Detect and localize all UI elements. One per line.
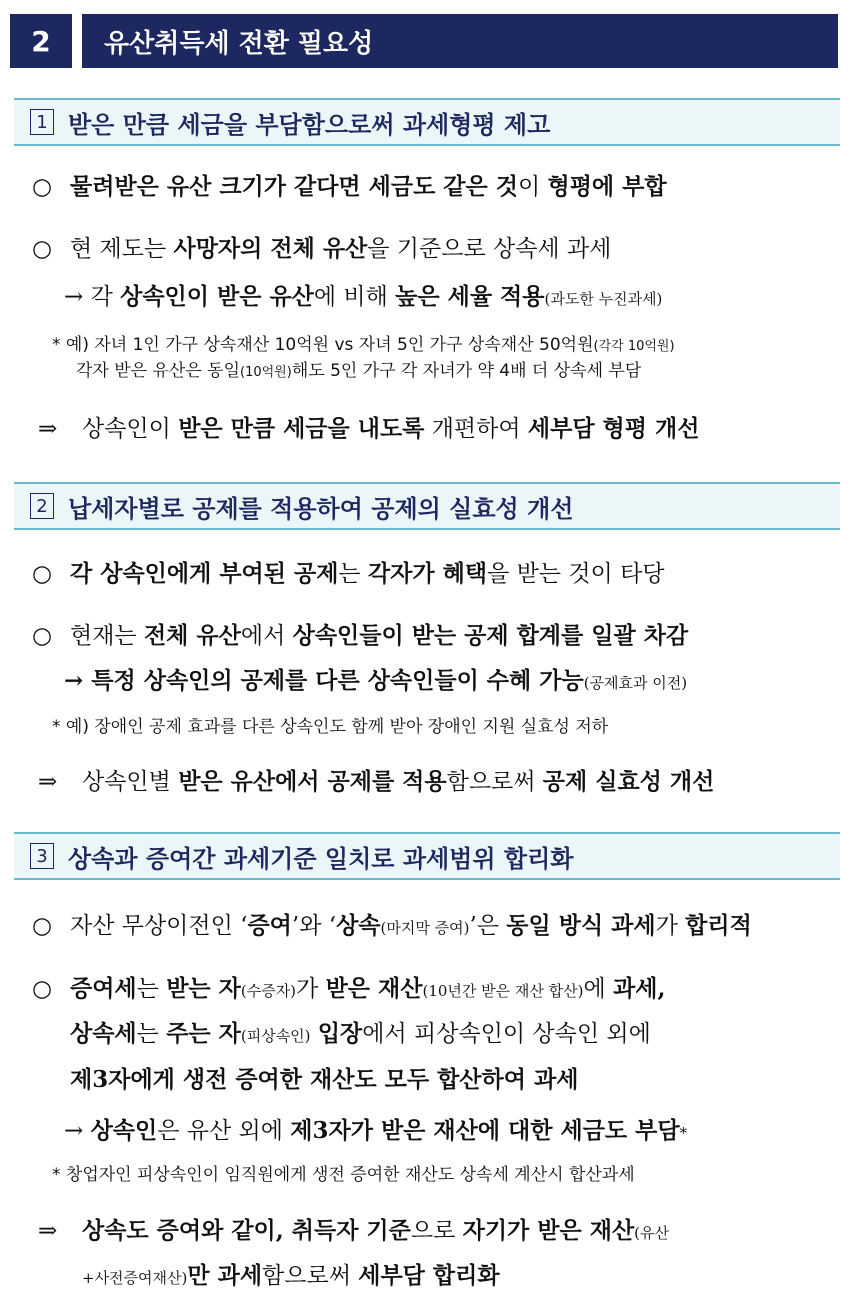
emphasis-text: 동일 방식 과세 (506, 912, 656, 939)
emphasis-text: 높은 세율 적용 (395, 283, 545, 310)
conclusion-line (38, 1212, 669, 1245)
bullet-line (82, 1257, 500, 1290)
bullet-line (32, 617, 688, 650)
body-text: → 각 (64, 284, 121, 310)
bullet-line (70, 1061, 578, 1094)
emphasis-text: 제3자가 받은 재산에 대한 세금도 부담 (290, 1117, 680, 1144)
emphasis-text: 형평에 부합 (547, 173, 667, 200)
bullet-line (64, 1112, 687, 1145)
body-text: 각자 받은 유산은 동일 (76, 361, 241, 381)
body-text: 에서 피상속인이 상속인 외에 (362, 1021, 651, 1047)
bullet-line (64, 278, 662, 311)
section-header-3 (14, 832, 840, 880)
circle-bullet-icon: ○ (32, 976, 53, 1002)
section-number: 3 (30, 843, 54, 869)
section-title: 받은 만큼 세금을 부담함으로써 과세형평 제고 (68, 110, 551, 139)
emphasis-text: 각 상속인에게 부여된 공제 (70, 560, 339, 587)
emphasis-text: 증여 (247, 912, 292, 939)
emphasis-text: 받은 유산에서 공제를 적용 (178, 768, 447, 795)
footnote (52, 330, 675, 355)
circle-bullet-icon: ○ (32, 236, 53, 262)
conclusion-line (38, 410, 699, 443)
body-text: * 예) 자녀 1인 가구 상속재산 10억원 vs 자녀 5인 가구 상속재산 50억원 (52, 335, 594, 355)
circle-bullet-icon: ○ (32, 623, 53, 649)
body-text: * 예) 장애인 공제 효과를 다른 상속인도 함께 받아 장애인 지원 실효성 저하 (52, 717, 609, 737)
implies-arrow-icon: ⇒ (38, 416, 58, 442)
body-text: 는 (136, 1021, 167, 1047)
bullet-line (32, 168, 667, 201)
footnote (76, 356, 641, 381)
body-text: 자산 무상이전인 ‘ (70, 913, 248, 939)
body-text: 현재는 (70, 623, 144, 649)
body-text: 에서 (240, 623, 293, 649)
body-text: 에 (583, 976, 614, 1002)
emphasis-text: 상속세 (70, 1020, 137, 1047)
emphasis-text: 각자가 혜택 (367, 560, 488, 587)
emphasis-text: 전체 유산 (143, 622, 241, 649)
small-note-text: (10억원) (240, 365, 292, 380)
small-note-text: (마지막 증여) (380, 919, 470, 937)
body-text: 상속인이 (82, 416, 179, 442)
emphasis-text: 공제 실효성 개선 (542, 768, 715, 795)
small-note-text: (피상속인) (240, 1027, 311, 1045)
body-text: 이 (517, 174, 548, 200)
emphasis-text: 상속 (336, 912, 381, 939)
body-text: * 창업자인 피상속인이 임직원에게 생전 증여한 재산도 상속세 계산시 합산과세 (52, 1165, 635, 1185)
body-text: 해도 5인 가구 각 자녀가 약 4배 더 상속세 부담 (291, 361, 642, 381)
small-note-text: +사전증여재산) (82, 1269, 188, 1287)
body-text: 는 (338, 561, 368, 587)
section-header-1 (14, 98, 840, 146)
footnote (52, 712, 608, 737)
conclusion-line (38, 763, 714, 796)
emphasis-text: 받은 만큼 세금을 내도록 (178, 415, 425, 442)
section-title: 상속과 증여간 과세기준 일치로 과세범위 합리화 (68, 844, 574, 873)
emphasis-text: 받은 재산 (325, 975, 423, 1002)
body-text: 을 기준으로 상속세 과세 (367, 236, 612, 262)
body-text: 현 제도는 (70, 236, 174, 262)
page-title: 유산취득세 전환 필요성 (82, 14, 838, 68)
small-note-text: * (679, 1124, 688, 1142)
emphasis-text: 상속인 (90, 1117, 158, 1144)
body-text: 함으로써 (446, 769, 543, 795)
bullet-line (32, 970, 665, 1003)
bullet-line (32, 230, 611, 263)
bullet-line (32, 555, 665, 588)
body-text: 함으로써 (262, 1263, 359, 1289)
body-text: → (64, 1118, 91, 1144)
implies-arrow-icon: ⇒ (38, 769, 58, 795)
emphasis-text: 과세, (613, 975, 666, 1002)
circle-bullet-icon: ○ (32, 561, 53, 587)
section-title: 납세자별로 공제를 적용하여 공제의 실효성 개선 (68, 494, 574, 523)
section-number-badge: 2 (10, 14, 72, 68)
body-text: 개편하여 (424, 416, 528, 442)
small-note-text: (공제효과 이전) (583, 674, 688, 692)
emphasis-text: 주는 자 (166, 1020, 241, 1047)
small-note-text: (수증자) (240, 982, 297, 1000)
bullet-line (70, 1015, 651, 1048)
body-text (311, 1021, 318, 1047)
small-note-text: (유산 (634, 1224, 670, 1242)
emphasis-text: 사망자의 전체 유산 (173, 235, 368, 262)
body-text: 가 (296, 976, 326, 1002)
emphasis-text: 상속인들이 받는 공제 합계를 일괄 차감 (292, 622, 689, 649)
section-header-2 (14, 482, 840, 530)
circle-bullet-icon: ○ (32, 174, 53, 200)
emphasis-text: 상속인이 받은 유산 (120, 283, 314, 310)
body-text: ’와 ‘ (291, 913, 337, 939)
emphasis-text: 증여세 (70, 975, 137, 1002)
circle-bullet-icon: ○ (32, 913, 53, 939)
section-number: 1 (30, 109, 54, 135)
footnote (52, 1160, 635, 1185)
emphasis-text: 물려받은 유산 크기가 같다면 세금도 같은 것 (70, 173, 518, 200)
small-note-text: (각각 10억원) (593, 339, 675, 354)
body-text: 상속인별 (82, 769, 179, 795)
emphasis-text: 받는 자 (166, 975, 241, 1002)
emphasis-text: 입장 (317, 1020, 363, 1047)
body-text: 으로 (410, 1218, 463, 1244)
bullet-line (32, 907, 752, 940)
body-text: 은 유산 외에 (157, 1118, 291, 1144)
body-text: 가 (655, 913, 686, 939)
top-header (10, 14, 838, 68)
implies-arrow-icon: ⇒ (38, 1218, 58, 1244)
body-text: 에 비해 (313, 284, 396, 310)
body-text: 는 (136, 976, 167, 1002)
small-note-text: (10년간 받은 재산 합산) (422, 982, 584, 1000)
body-text: ’은 (469, 913, 507, 939)
emphasis-text: 세부담 합리화 (358, 1262, 500, 1289)
emphasis-text: 만 과세 (187, 1262, 263, 1289)
emphasis-text: 자기가 받은 재산 (462, 1217, 635, 1244)
emphasis-text: 세부담 형평 개선 (527, 415, 700, 442)
bullet-line (64, 662, 687, 695)
small-note-text: (과도한 누진과세) (544, 290, 663, 308)
section-number: 2 (30, 493, 54, 519)
emphasis-text: 합리적 (685, 912, 752, 939)
emphasis-text: → 특정 상속인의 공제를 다른 상속인들이 수혜 가능 (64, 667, 584, 694)
emphasis-text: 상속도 증여와 같이, 취득자 기준 (82, 1217, 411, 1244)
body-text: 을 받는 것이 타당 (487, 561, 665, 587)
emphasis-text: 제3자에게 생전 증여한 재산도 모두 합산하여 과세 (70, 1066, 579, 1093)
